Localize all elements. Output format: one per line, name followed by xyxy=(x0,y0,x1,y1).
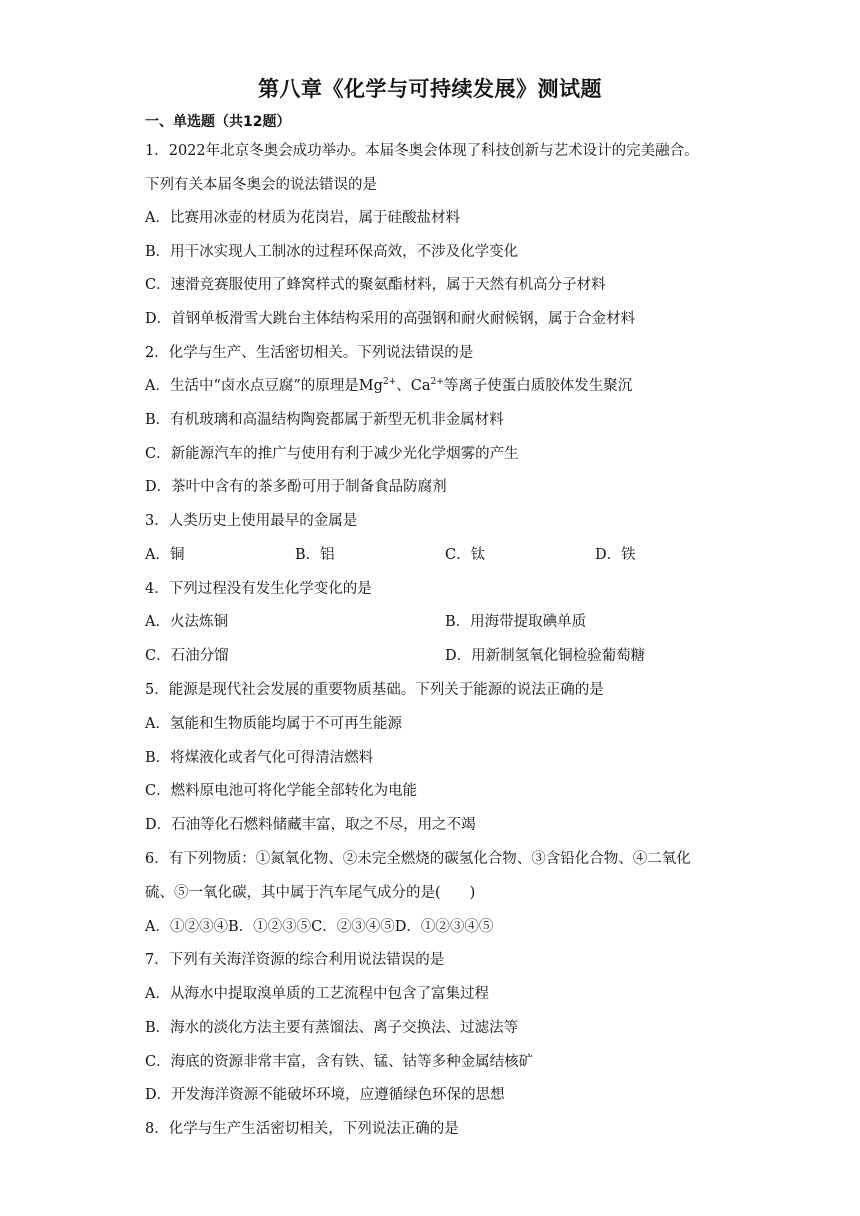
q7-option-a: A．从海水中提取溴单质的工艺流程中包含了富集过程 xyxy=(145,986,489,1002)
q7-stem: 7．下列有关海洋资源的综合利用说法错误的是 xyxy=(145,952,445,968)
q1-option-c: C．速滑竞赛服使用了蜂窝样式的聚氨酯材料，属于天然有机高分子材料 xyxy=(145,277,606,293)
q3-option-b: B．铝 xyxy=(295,547,335,563)
q7-option-c: C．海底的资源非常丰富，含有铁、锰、钴等多种金属结核矿 xyxy=(145,1054,534,1070)
q2-option-b: B．有机玻璃和高温结构陶瓷都属于新型无机非金属材料 xyxy=(145,412,504,428)
q2-a-text-pre: A．生活中“卤水点豆腐”的原理是Mg xyxy=(145,378,383,394)
q2-option-c: C．新能源汽车的推广与使用有利于减少光化学烟雾的产生 xyxy=(145,446,519,462)
q6-stem-line1: 6．有下列物质：①氮氧化物、②未完全燃烧的碳氢化合物、③含铅化合物、④二氧化 xyxy=(145,851,691,867)
q4-option-a: A．火法炼铜 xyxy=(145,614,228,630)
q5-option-c: C．燃料原电池可将化学能全部转化为电能 xyxy=(145,783,418,799)
q2-a-text-post: 等离子使蛋白质胶体发生聚沉 xyxy=(443,378,633,394)
q4-option-c: C．石油分馏 xyxy=(145,648,229,664)
q5-option-b: B．将煤液化或者气化可得清洁燃料 xyxy=(145,750,374,766)
q6-options: A．①②③④B．①②③⑤C．②③④⑤D．①②③④⑤ xyxy=(145,919,494,935)
q6-stem-line2: 硫、⑤一氧化碳，其中属于汽车尾气成分的是( ) xyxy=(145,885,476,901)
q1-stem-line1: 1．2022年北京冬奥会成功举办。本届冬奥会体现了科技创新与艺术设计的完美融合。 xyxy=(145,143,699,159)
page-title: 第八章《化学与可持续发展》测试题 xyxy=(258,77,602,101)
q4-option-b: B．用海带提取碘单质 xyxy=(445,614,587,630)
q2-stem: 2．化学与生产、生活密切相关。下列说法错误的是 xyxy=(145,345,474,361)
q2-a-superscript-mg: 2+ xyxy=(382,377,397,388)
q1-stem-line2: 下列有关本届冬奥会的说法错误的是 xyxy=(145,177,377,193)
q5-option-d: D．石油等化石燃料储藏丰富，取之不尽，用之不竭 xyxy=(145,817,476,833)
q2-option-d: D．茶叶中含有的茶多酚可用于制备食品防腐剂 xyxy=(145,479,447,495)
q4-option-d: D．用新制氢氧化铜检验葡萄糖 xyxy=(445,648,646,664)
q7-option-d: D．开发海洋资源不能破坏环境，应遵循绿色环保的思想 xyxy=(145,1087,505,1103)
q3-option-c: C．钛 xyxy=(445,547,486,563)
section-heading: 一、单选题（共12题） xyxy=(145,114,291,130)
q2-a-text-mid: 、Ca xyxy=(396,378,431,394)
q8-stem: 8．化学与生产生活密切相关，下列说法正确的是 xyxy=(145,1121,459,1137)
q1-option-d: D．首钢单板滑雪大跳台主体结构采用的高强钢和耐火耐候钢，属于合金材料 xyxy=(145,311,636,327)
q1-option-a: A．比赛用冰壶的材质为花岗岩，属于硅酸盐材料 xyxy=(145,210,460,226)
q3-option-d: D．铁 xyxy=(595,547,636,563)
q3-stem: 3．人类历史上使用最早的金属是 xyxy=(145,513,358,529)
q7-option-b: B．海水的淡化方法主要有蒸馏法、离子交换法、过滤法等 xyxy=(145,1020,519,1036)
q2-a-superscript-ca: 2+ xyxy=(430,377,444,388)
q3-option-a: A．铜 xyxy=(145,547,185,563)
q4-stem: 4．下列过程没有发生化学变化的是 xyxy=(145,581,372,597)
q2-option-a xyxy=(145,376,632,396)
q1-option-b: B．用干冰实现人工制冰的过程环保高效，不涉及化学变化 xyxy=(145,244,519,260)
q5-option-a: A．氢能和生物质能均属于不可再生能源 xyxy=(145,716,402,732)
q5-stem: 5．能源是现代社会发展的重要物质基础。下列关于能源的说法正确的是 xyxy=(145,682,604,698)
